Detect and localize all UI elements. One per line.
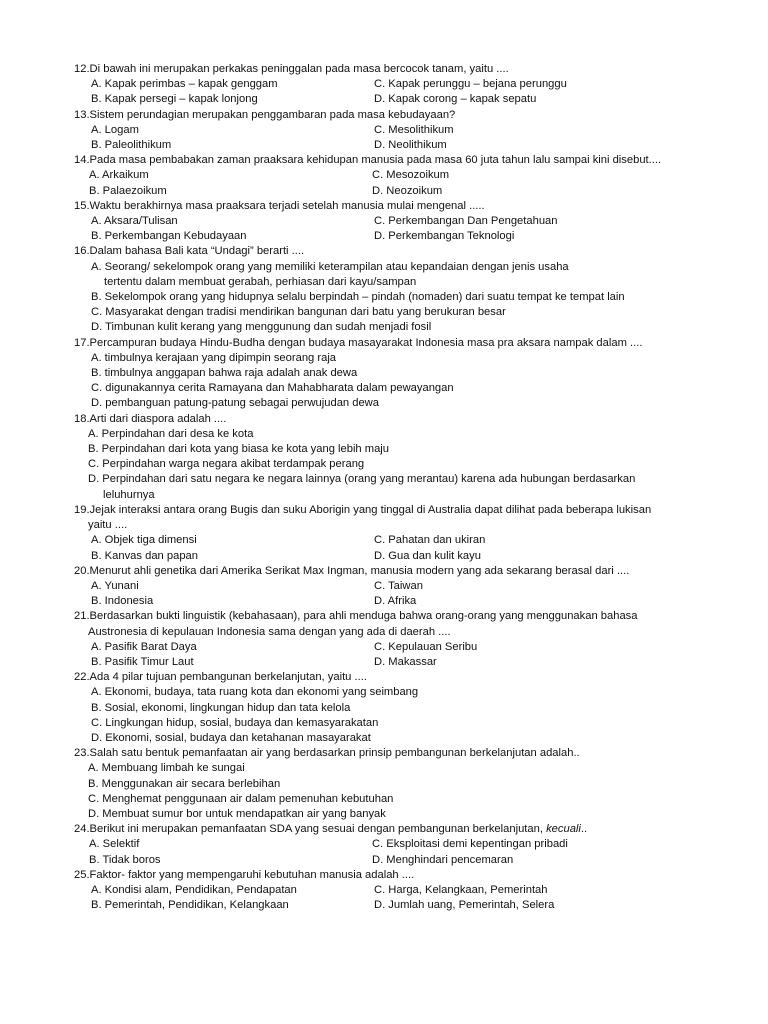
option-d: D. Menghindari pencemaran [372,853,514,866]
question-15 [74,199,714,245]
question-17 [74,336,714,412]
question-16 [74,244,714,335]
option-c: C. Perpindahan warga negara akibat terdampak perang [88,458,365,471]
question-14 [74,153,714,199]
option-b: B. Kapak persegi – kapak lonjong [91,93,258,106]
question-text: 18.Arti dari diaspora adalah .... [74,412,227,425]
options [74,351,714,412]
option-c: C. Taiwan [374,579,423,592]
question-text: 19.Jejak interaksi antara orang Bugis dan suku Aborigin yang tinggal di Australia dapat dilihat pada beberapa lukisan [74,503,652,516]
question-text: 12.Di bawah ini merupakan perkakas peninggalan pada masa bercocok tanam, yaitu .... [74,63,509,75]
option-d: D. Jumlah uang, Pemerintah, Selera [374,899,555,912]
options [74,214,714,244]
options [74,837,714,867]
option-c: C. Pahatan dan ukiran [374,534,486,547]
option-b: B. timbulnya anggapan bahwa raja adalah anak dewa [91,367,358,380]
option-c: C. Mesolithikum [374,123,454,136]
question-25 [74,868,714,914]
option-b: B. Palaezoikum [89,184,167,197]
option-b: B. Kanvas dan papan [91,549,198,562]
option-c: C. Masyarakat dengan tradisi mendirikan bangunan dari batu yang berukuran besar [91,306,506,319]
option-d: D. Neolithikum [374,139,447,152]
option-a-continuation: tertentu dalam membuat gerabah, perhiasan dari kayu/sampan [104,275,417,288]
question-text-continuation: yaitu .... [88,519,128,532]
option-d: D. pembanguan patung-patung sebagai perwujudan dewa [91,397,379,410]
question-20 [74,564,714,610]
option-b: B. Pasifik Timur Laut [91,655,194,668]
question-22 [74,670,714,746]
question-text: 13.Sistem perundagian merupakan penggambaran pada masa kebudayaan? [74,108,456,121]
options [74,427,714,503]
option-d: D. Membuat sumur bor untuk mendapatkan air yang banyak [88,807,386,820]
option-a: A. timbulnya kerajaan yang dipimpin seorang raja [91,351,337,364]
option-a: A. Ekonomi, budaya, tata ruang kota dan ekonomi yang seimbang [91,686,419,699]
option-a: A. Membuang limbah ke sungai [88,762,245,775]
option-c: C. Kepulauan Seribu [374,640,478,653]
question-text [74,822,714,837]
option-d-continuation: leluhurnya [103,488,155,501]
options [74,883,714,913]
option-d: D. Neozoikum [372,184,443,197]
option-c: C. Perkembangan Dan Pengetahuan [374,215,558,228]
option-a: A. Logam [91,123,139,136]
options [74,579,714,609]
options [74,761,714,822]
options [74,77,714,107]
option-a: A. Kondisi alam, Pendidikan, Pendapatan [91,883,297,896]
question-text-main: 24.Berikut ini merupakan pemanfaatan SDA yang sesuai dengan pembangunan berkelanjutan, [74,823,547,836]
question-text: 14.Pada masa pembabakan zaman praaksara kehidupan manusia pada masa 60 juta tahun lalu sampai kini disebut.... [74,154,662,167]
option-a: A. Objek tiga dimensi [91,534,197,547]
exam-page [74,62,714,913]
option-b: B. Paleolithikum [91,139,172,152]
question-13 [74,108,714,154]
question-text: 22.Ada 4 pilar tujuan pembangunan berkelanjutan, yaitu .... [74,671,367,684]
option-d: D. Perpindahan dari satu negara ke negara lainnya (orang yang merantau) karena ada hubungan berdasarkan [88,473,636,486]
option-d: D. Perkembangan Teknologi [374,230,515,243]
option-c: C. digunakannya cerita Ramayana dan Mahabharata dalam pewayangan [91,382,454,395]
option-d: D. Makassar [374,655,437,668]
options [74,123,714,153]
option-c: C. Mesozoikum [372,169,450,182]
option-a: A. Aksara/Tulisan [91,215,178,228]
question-text-continuation: Austronesia di kepulauan Indonesia sama dengan yang ada di daerah .... [88,625,451,638]
option-b: B. Menggunakan air secara berlebihan [88,777,281,790]
option-c: C. Eksploitasi demi kepentingan pribadi [372,838,568,851]
question-23 [74,746,714,822]
option-c: C. Kapak perunggu – bejana perunggu [374,78,567,91]
question-text: 16.Dalam bahasa Bali kata “Undagi” berarti .... [74,245,305,258]
question-text-emphasis: kecuali [546,823,581,836]
question-text-end: .. [580,823,588,836]
option-a: A. Kapak perimbas – kapak genggam [91,78,278,91]
question-24 [74,822,714,868]
option-b: B. Perkembangan Kebudayaan [91,230,247,243]
question-text: 21.Berdasarkan bukti linguistik (kebahasaan), para ahli menduga bahwa orang-orang yang menggunakan bahasa [74,610,638,623]
question-text: 20.Menurut ahli genetika dari Amerika Serikat Max Ingman, manusia modern yang ada sekarang berasal dari .... [74,564,630,577]
options [74,685,714,746]
option-c: C. Lingkungan hidup, sosial, budaya dan kemasyarakatan [91,716,379,729]
option-c: C. Harga, Kelangkaan, Pemerintah [374,883,548,896]
question-text: 17.Percampuran budaya Hindu-Budha dengan budaya masayarakat Indonesia masa pra aksara nampak dalam .... [74,336,643,349]
option-a: A. Arkaikum [89,169,149,182]
option-b: B. Pemerintah, Pendidikan, Kelangkaan [91,899,289,912]
question-19 [74,503,714,564]
question-21 [74,609,714,670]
option-b: B. Sosial, ekonomi, lingkungan hidup dan tata kelola [91,701,351,714]
option-b: B. Sekelompok orang yang hidupnya selalu berpindah – pindah (nomaden) dari suatu tempat ke tempat lain [91,291,625,304]
option-c: C. Menghemat penggunaan air dalam pemenuhan kebutuhan [88,792,394,805]
option-d: D. Timbunan kulit kerang yang menggunung dan sudah menjadi fosil [91,321,432,334]
option-a: A. Selektif [89,838,140,851]
option-d: D. Afrika [374,595,417,608]
options [74,533,714,563]
options [74,640,714,670]
option-a: A. Yunani [91,579,139,592]
option-b: B. Tidak boros [89,853,161,866]
option-d: D. Kapak corong – kapak sepatu [374,93,537,106]
question-12 [74,62,714,108]
question-text: 15.Waktu berakhirnya masa praaksara terjadi setelah manusia mulai mengenal ..... [74,199,485,212]
question-18 [74,412,714,503]
option-a: A. Perpindahan dari desa ke kota [88,427,254,440]
options [74,260,714,336]
options [74,168,714,198]
option-d: D. Gua dan kulit kayu [374,549,481,562]
option-b: B. Indonesia [91,595,154,608]
question-text: 25.Faktor- faktor yang mempengaruhi kebutuhan manusia adalah .... [74,868,415,881]
option-a: A. Seorang/ sekelompok orang yang memiliki keterampilan atau kepandaian dengan jenis usaha [91,260,569,273]
option-a: A. Pasifik Barat Daya [91,640,197,653]
option-d: D. Ekonomi, sosial, budaya dan ketahanan masayarakat [91,731,371,744]
option-b: B. Perpindahan dari kota yang biasa ke kota yang lebih maju [88,443,390,456]
question-text: 23.Salah satu bentuk pemanfaatan air yang berdasarkan prinsip pembangunan berkelanjutan adalah.. [74,747,580,760]
